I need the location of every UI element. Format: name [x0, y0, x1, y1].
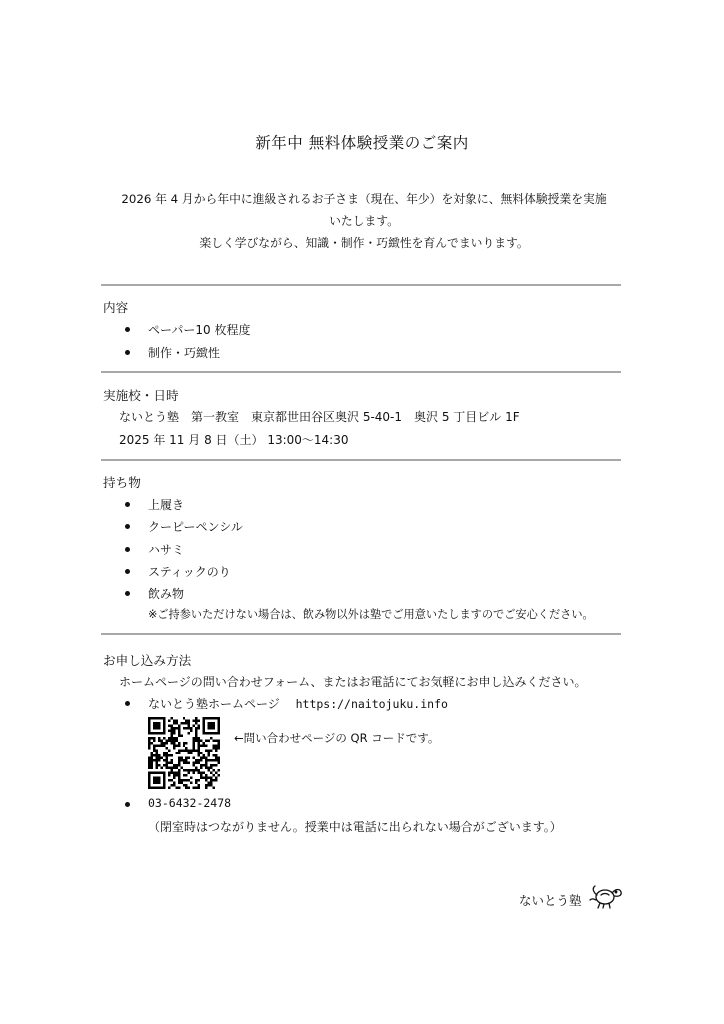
bullet-icon: [125, 591, 130, 596]
bullet-icon: [125, 547, 130, 552]
intro-text: [110, 188, 618, 254]
bullet-icon: [125, 802, 130, 807]
mascot-icon: [588, 882, 624, 910]
section-divider: [101, 371, 621, 373]
section-heading-apply: お申し込み方法: [103, 653, 192, 668]
section-heading-content: 内容: [103, 300, 129, 315]
qr-code-icon[interactable]: [148, 717, 220, 789]
section-divider: [101, 284, 621, 286]
bullet-icon: [125, 350, 130, 355]
bullet-icon: [125, 524, 130, 529]
brand-name: ないとう塾: [519, 893, 582, 908]
bullet-icon: [125, 502, 130, 507]
intro-line: 2026 年 4 月から年中に進級されるお子さま（現在、年少）を対象に、無料体験授業を実施: [121, 192, 607, 206]
bullet-icon: [125, 569, 130, 574]
bullet-icon: [125, 701, 130, 706]
belongings-note: ※ご持参いただけない場合は、飲み物以外は塾でご用意いたしますのでご安心ください。: [148, 608, 594, 621]
section-divider: [101, 633, 621, 635]
homepage-link[interactable]: https://naitojuku.info: [295, 697, 448, 711]
flyer-page: 新年中 無料体験授業のご案内 2026 年 4 月から年中に進級されるお子さま（現在、年少）を対象に、無料体験授業を実施 いたします。 楽しく学びながら、知識・制作・巧緻性を育んでまいります。 内容 ペーパー10 枚程度 制作・巧緻性 実施校・日時 ないとう塾 第一教室 東京都世田谷区奥沢 5-40-1 奥沢 5 丁目ビル 1F 2025 年 11 月 8 日（土） 13:00～14:30 持ち物 上履き クーピーペンシル ハサミ スティックのり 飲み物 ※ご持参いただけない場合は、飲み物以外は塾でご用意いたしますのでご安心ください。 お申し込み方法 ホームページの問い合わせフォーム、またはお電話にてお気軽にお申し込みください。 ないとう塾ホームページ https://naitojuku.info ←問い合わせページの QR コードです。 03-6432-2478 （閉室時はつながりません。授業中は電話に出られない場合がございます。） ないとう塾: [0, 0, 724, 1024]
qr-caption: ←問い合わせページの QR コードです。: [234, 731, 440, 745]
apply-lead: ホームページの問い合わせフォーム、またはお電話にてお気軽にお申し込みください。: [119, 675, 587, 689]
venue-location: ないとう塾 第一教室 東京都世田谷区奥沢 5-40-1 奥沢 5 丁目ビル 1F: [119, 410, 520, 424]
section-heading-venue: 実施校・日時: [103, 388, 179, 403]
section-heading-belongings: 持ち物: [103, 475, 141, 490]
page-title: 新年中 無料体験授業のご案内: [255, 134, 469, 152]
bullet-icon: [125, 327, 130, 332]
phone-number[interactable]: 03-6432-2478: [148, 796, 232, 810]
section-divider: [101, 459, 621, 461]
intro-line: いたします。: [329, 214, 399, 228]
homepage-label: ないとう塾ホームページ: [148, 697, 280, 711]
intro-line: 楽しく学びながら、知識・制作・巧緻性を育んでまいります。: [199, 236, 529, 250]
venue-datetime: 2025 年 11 月 8 日（土） 13:00～14:30: [119, 433, 349, 447]
phone-note: （閉室時はつながりません。授業中は電話に出られない場合がございます。）: [148, 820, 562, 834]
